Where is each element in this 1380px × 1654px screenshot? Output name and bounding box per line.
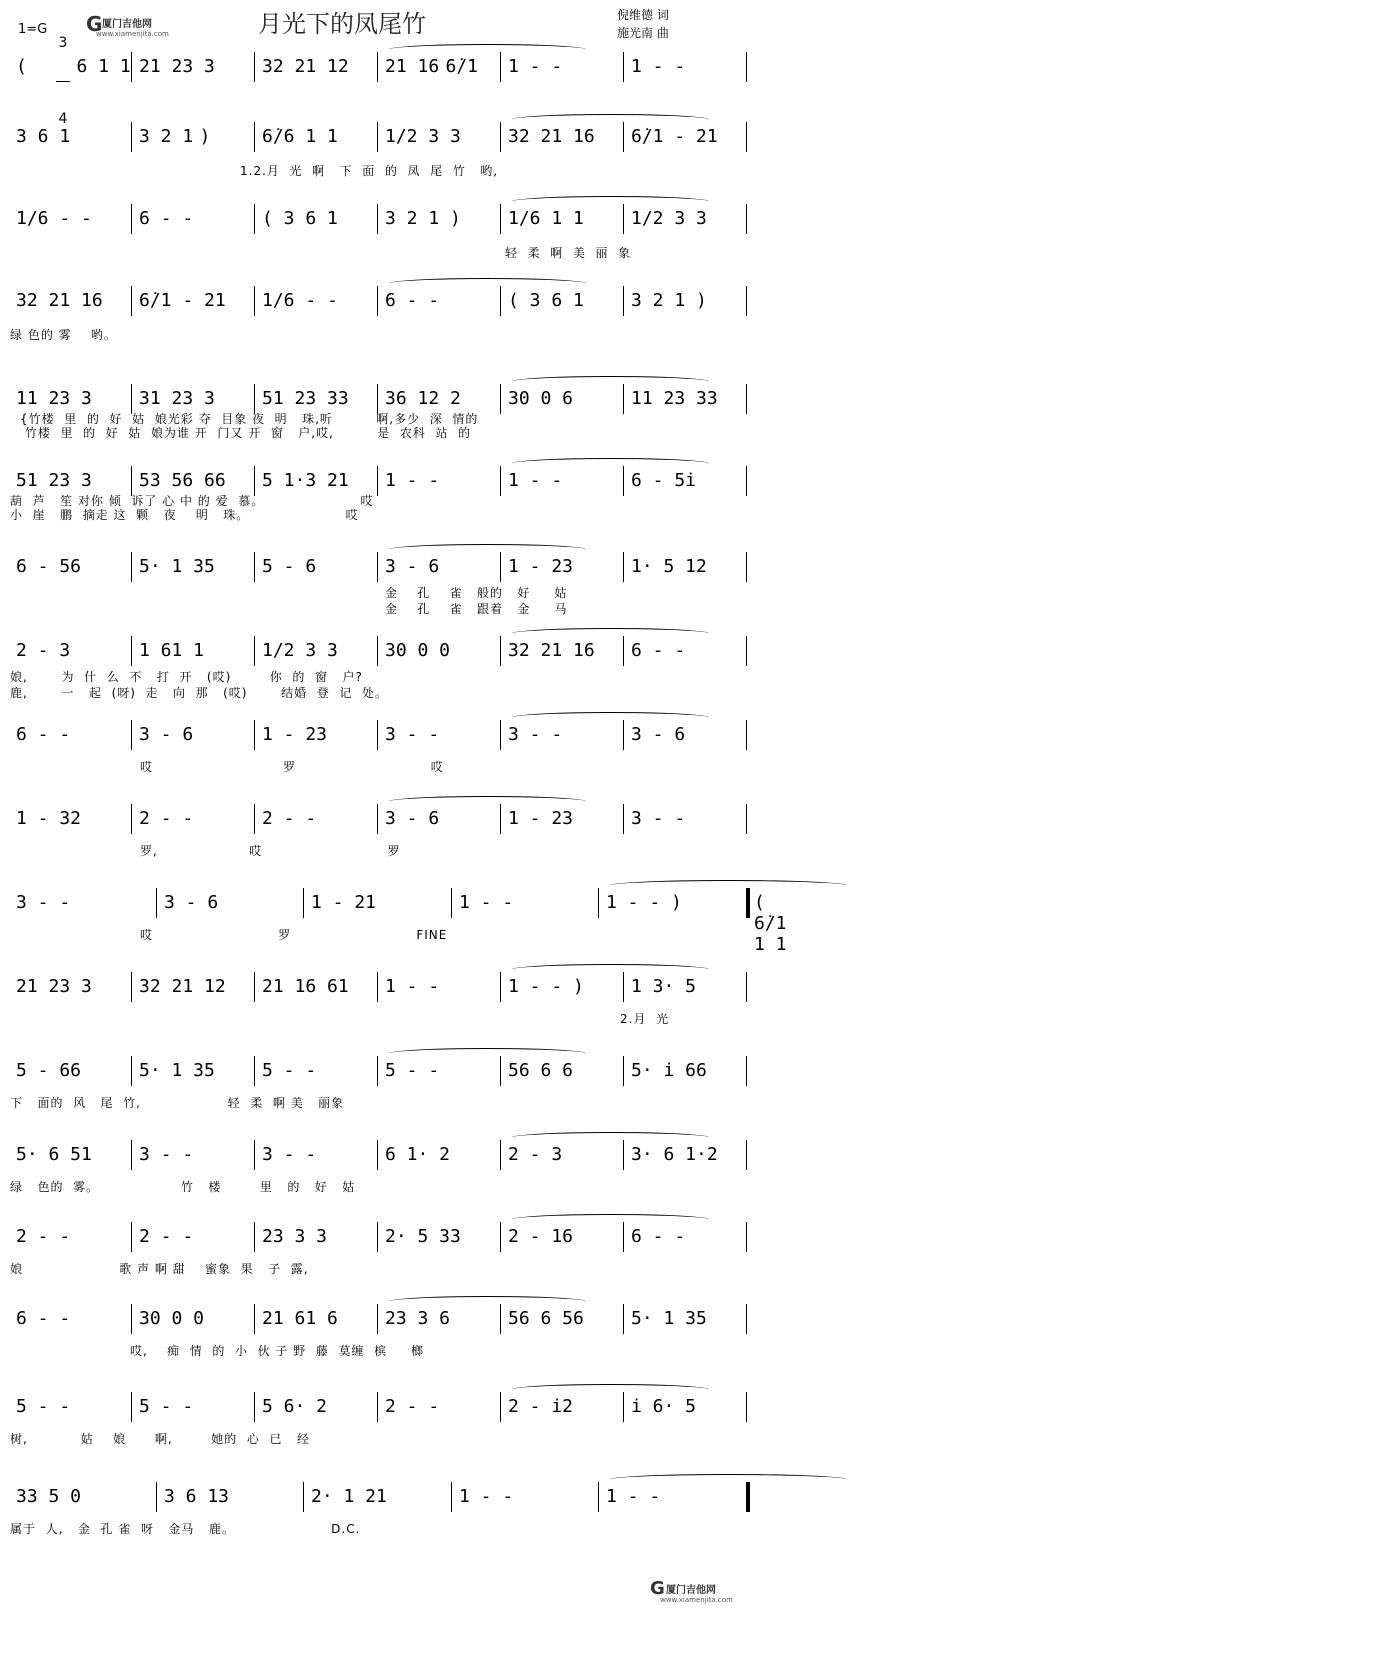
note-group: 30 0 6 bbox=[508, 388, 574, 409]
barline bbox=[131, 286, 132, 316]
note-group: 1 61 1 bbox=[139, 640, 205, 661]
note-group: 51 23 33 bbox=[262, 388, 349, 409]
note-group: 1 - 23 bbox=[508, 556, 574, 577]
note-group: 2· 5 33 bbox=[385, 1226, 461, 1247]
barline bbox=[623, 972, 624, 1002]
note-group: 2 - 3 bbox=[508, 1144, 563, 1165]
note-group: 11 23 3 bbox=[16, 388, 92, 409]
note-group: 3 - - bbox=[262, 1144, 317, 1165]
note-group: 1/6 - - bbox=[262, 290, 338, 311]
note-group: 2 - - bbox=[139, 808, 194, 829]
lyric-line: 鹿, 一 起 (呀) 走 向 那 (哎) 结婚 登 记 处。 bbox=[10, 686, 389, 700]
barline bbox=[623, 1056, 624, 1086]
lyric-line: 1.2.月 光 啊 下 面 的 凤 尾 竹 哟, bbox=[240, 164, 499, 178]
slur-arc bbox=[512, 964, 709, 975]
note-group: 6 - - bbox=[385, 290, 440, 311]
barline bbox=[254, 1304, 255, 1334]
barline bbox=[131, 552, 132, 582]
note-group: 21 23 3 bbox=[139, 56, 215, 77]
notes-row bbox=[0, 1218, 760, 1254]
note-group: 3 - - bbox=[139, 1144, 194, 1165]
lyric-line: 罗, 哎 罗 bbox=[140, 844, 401, 858]
note-group: 1 - 23 bbox=[508, 808, 574, 829]
lyric-line: 竹楼 里 的 好 姑 娘为谁 开 门又 开 窗 户,哎, 是 农科 站 的 bbox=[20, 426, 472, 440]
barline bbox=[500, 804, 501, 834]
slur-arc bbox=[512, 114, 709, 125]
slur-arc bbox=[389, 796, 586, 807]
note-group: 6̇/1 - 21 bbox=[139, 290, 226, 311]
note-group: 3 - - bbox=[16, 892, 71, 913]
note-group: 23 3 3 bbox=[262, 1226, 328, 1247]
note-group: 5 - - bbox=[262, 1060, 317, 1081]
time-signature-top: 3 bbox=[58, 35, 68, 51]
lyric-line: 属于 人, 金 孔 雀 呀 金马 鹿。 D.C. bbox=[10, 1522, 361, 1536]
logo-text: 厦门吉他网 bbox=[102, 19, 152, 30]
note-group: 30 0 0 bbox=[385, 640, 451, 661]
barline bbox=[746, 636, 747, 666]
barline bbox=[623, 1392, 624, 1422]
barline bbox=[746, 972, 747, 1002]
note-group: 3· 6 1·2 bbox=[631, 1144, 718, 1165]
barline bbox=[254, 1222, 255, 1252]
note-group: 32 21 16 bbox=[508, 640, 595, 661]
barline bbox=[377, 804, 378, 834]
notation-system bbox=[0, 282, 760, 362]
note-group: 5 - - bbox=[385, 1060, 440, 1081]
barline bbox=[156, 888, 157, 918]
note-group: 1· 5 12 bbox=[631, 556, 707, 577]
barline bbox=[500, 972, 501, 1002]
barline bbox=[746, 122, 747, 152]
note-group: 6 - 5i bbox=[631, 470, 697, 491]
notes-row bbox=[0, 968, 760, 1004]
barline bbox=[131, 720, 132, 750]
barline bbox=[131, 52, 132, 82]
barline bbox=[500, 636, 501, 666]
note-group: 33 5 0 bbox=[16, 1486, 82, 1507]
note-group: 6 - - bbox=[16, 1308, 71, 1329]
note-group: 3 - - bbox=[508, 724, 563, 745]
note-group: 1 - 32 bbox=[16, 808, 82, 829]
note-group: 51 23 3 bbox=[16, 470, 92, 491]
barline bbox=[377, 972, 378, 1002]
notation-system bbox=[0, 462, 760, 542]
guitar-logo-icon: G bbox=[86, 12, 103, 36]
barline bbox=[377, 1056, 378, 1086]
note-group: 1 - - bbox=[508, 470, 563, 491]
barline bbox=[598, 888, 599, 918]
note-group: 2· 1 21 bbox=[311, 1486, 387, 1507]
lyric-line: 娘, 为 什 么 不 打 开 (哎) 你 的 窗 户? bbox=[10, 670, 363, 684]
note-group: 6 - - bbox=[16, 724, 71, 745]
notation-system bbox=[0, 1478, 760, 1558]
note-group: 5 - 6 bbox=[262, 556, 317, 577]
barline bbox=[131, 636, 132, 666]
notes-row bbox=[0, 1478, 760, 1514]
barline bbox=[746, 804, 747, 834]
note-group: 5 - 66 bbox=[16, 1060, 82, 1081]
barline bbox=[746, 720, 747, 750]
barline bbox=[623, 52, 624, 82]
lyric-line: 2.月 光 bbox=[620, 1012, 670, 1026]
notation-system bbox=[0, 1388, 760, 1468]
watermark-text: 厦门吉他网 bbox=[666, 1585, 716, 1596]
note-group: 3 - 6 bbox=[631, 724, 686, 745]
barline bbox=[623, 552, 624, 582]
note-group: 3 2 1 bbox=[139, 126, 194, 147]
barline bbox=[303, 888, 304, 918]
barline bbox=[254, 52, 255, 82]
barline bbox=[500, 286, 501, 316]
lyric-line: 小 崖 鹏 摘走 这 颗 夜 明 珠。 哎 bbox=[10, 508, 359, 522]
barline bbox=[377, 52, 378, 82]
lyric-line: 哎 罗 FINE bbox=[140, 928, 448, 942]
barline bbox=[377, 286, 378, 316]
barline bbox=[254, 1392, 255, 1422]
barline bbox=[131, 1056, 132, 1086]
note-group: 5 6· 2 bbox=[262, 1396, 328, 1417]
note-group: 11 23 33 bbox=[631, 388, 718, 409]
barline bbox=[746, 1222, 747, 1252]
slur-arc bbox=[610, 880, 846, 891]
notes-row bbox=[0, 1300, 760, 1336]
lyric-line: 哎 罗 哎 bbox=[140, 760, 444, 774]
barline bbox=[500, 552, 501, 582]
barline bbox=[131, 1140, 132, 1170]
barline bbox=[377, 1140, 378, 1170]
note-group: 6̇/1 bbox=[445, 56, 479, 77]
notation-system bbox=[0, 632, 760, 712]
barline bbox=[254, 1056, 255, 1086]
note-group: 3 6 1 bbox=[16, 126, 71, 147]
notes-row bbox=[0, 632, 760, 668]
note-group: 2 - - bbox=[139, 1226, 194, 1247]
note-group: 32 21 12 bbox=[139, 976, 226, 997]
notes-row bbox=[0, 716, 760, 752]
note-group: ( 3 6 1 bbox=[262, 208, 338, 229]
note-group: 1 - - bbox=[606, 1486, 661, 1507]
note-group: 3 6 13 bbox=[164, 1486, 230, 1507]
note-group: 1 - 21 bbox=[311, 892, 377, 913]
note-group: 21 61 6 bbox=[262, 1308, 338, 1329]
notation-system bbox=[0, 884, 787, 964]
barline bbox=[451, 1482, 452, 1512]
barline bbox=[131, 1304, 132, 1334]
notes-row bbox=[0, 1388, 760, 1424]
note-group: 1/2 3 3 bbox=[262, 640, 338, 661]
barline bbox=[598, 1482, 599, 1512]
barline bbox=[377, 1392, 378, 1422]
barline bbox=[500, 1222, 501, 1252]
lyric-line: 哎, 痴 情 的 小 伙 子 野 藤 莫缠 槟 榔 bbox=[130, 1344, 425, 1358]
note-group: 30 0 0 bbox=[139, 1308, 205, 1329]
barline bbox=[500, 122, 501, 152]
note-group: 2 - - bbox=[16, 1226, 71, 1247]
notes-row bbox=[0, 1136, 760, 1172]
note-group: 32 21 12 bbox=[262, 56, 349, 77]
slur-arc bbox=[512, 1384, 709, 1395]
notes-row bbox=[0, 282, 760, 318]
barline bbox=[254, 122, 255, 152]
note-group: 56 6 56 bbox=[508, 1308, 584, 1329]
note-group: 5· 1 35 bbox=[631, 1308, 707, 1329]
note-group: 6̇/1 - 21 bbox=[631, 126, 718, 147]
note-group: 6̇/6 1 1 bbox=[262, 126, 338, 147]
notation-system bbox=[0, 800, 760, 880]
slur-arc bbox=[389, 44, 586, 55]
note-group: 3 - - bbox=[631, 808, 686, 829]
barline bbox=[623, 1304, 624, 1334]
barline bbox=[377, 204, 378, 234]
lyric-line: 金 孔 雀 跟着 金 马 bbox=[385, 602, 568, 616]
note-group: 3 - 6 bbox=[164, 892, 219, 913]
barline bbox=[746, 52, 747, 82]
barline bbox=[451, 888, 452, 918]
barline bbox=[377, 636, 378, 666]
slur-arc bbox=[389, 544, 586, 555]
note-group: 21 16 61 bbox=[262, 976, 349, 997]
note-group: 6 - - bbox=[631, 640, 686, 661]
barline bbox=[746, 552, 747, 582]
note-group: 5 - - bbox=[139, 1396, 194, 1417]
note-group: 1 - - bbox=[385, 470, 440, 491]
composer-credit: 施光南 曲 bbox=[617, 26, 669, 40]
barline bbox=[500, 1392, 501, 1422]
note-group: 1 - - ) bbox=[508, 976, 584, 997]
note-group: 2 - 16 bbox=[508, 1226, 574, 1247]
lyric-line: 葫 芦 笙 对你 倾 诉了 心 中 的 爱 慕。 哎 bbox=[10, 494, 374, 508]
slur-arc bbox=[512, 196, 709, 207]
lyric-line: 轻 柔 啊 美 丽 象 bbox=[505, 246, 632, 260]
barline bbox=[377, 122, 378, 152]
notation-system bbox=[0, 200, 760, 280]
slur-arc bbox=[389, 1048, 586, 1059]
barline bbox=[131, 972, 132, 1002]
note-group: ( bbox=[16, 56, 27, 77]
note-group: 1 - 23 bbox=[262, 724, 328, 745]
barline bbox=[746, 286, 747, 316]
note-group: 21 23 3 bbox=[16, 976, 92, 997]
barline bbox=[623, 1222, 624, 1252]
lyric-line: 下 面的 风 尾 竹, 轻 柔 啊 美 丽象 bbox=[10, 1096, 345, 1110]
note-group: 1 - - bbox=[508, 56, 563, 77]
song-title: 月光下的凤尾竹 bbox=[258, 10, 426, 38]
note-group: 3 - 6 bbox=[385, 808, 440, 829]
lyric-line: 金 孔 雀 般的 好 姑 bbox=[385, 586, 568, 600]
lyric-line: 树, 姑 娘 啊, 她的 心 已 经 bbox=[10, 1432, 310, 1446]
notation-system bbox=[0, 380, 760, 460]
note-group: 1 - - ) bbox=[606, 892, 682, 913]
note-group: 3 - - bbox=[385, 724, 440, 745]
notation-system bbox=[0, 968, 760, 1048]
barline bbox=[746, 1304, 747, 1334]
barline bbox=[623, 286, 624, 316]
barline bbox=[131, 1392, 132, 1422]
barline bbox=[500, 204, 501, 234]
note-group: 1/2 3 3 bbox=[385, 126, 461, 147]
barline bbox=[746, 1140, 747, 1170]
slur-arc bbox=[512, 712, 709, 723]
note-group: ( 3 6 1 bbox=[508, 290, 584, 311]
barline bbox=[377, 720, 378, 750]
notation-system bbox=[0, 118, 760, 198]
note-group: 1/6 1 1 bbox=[508, 208, 584, 229]
logo-url: www.xiamenjita.com bbox=[96, 30, 169, 38]
note-group: 1 3· 5 bbox=[631, 976, 697, 997]
note-group: 3 2 1 ) bbox=[631, 290, 707, 311]
slur-arc bbox=[389, 278, 586, 289]
barline bbox=[746, 1056, 747, 1086]
notes-row bbox=[0, 548, 760, 584]
note-group: 1/6 - - bbox=[16, 208, 92, 229]
barline bbox=[254, 636, 255, 666]
barline bbox=[623, 636, 624, 666]
barline bbox=[377, 552, 378, 582]
barline bbox=[623, 720, 624, 750]
note-group: 53 56 66 bbox=[139, 470, 226, 491]
notes-row bbox=[0, 48, 760, 84]
notation-system bbox=[0, 1300, 760, 1380]
note-group: 6 1 1 bbox=[76, 56, 131, 77]
note-group: 1 - - bbox=[631, 56, 686, 77]
barline bbox=[131, 204, 132, 234]
watermark-logo bbox=[650, 1578, 750, 1608]
notation-system bbox=[0, 716, 760, 796]
note-group: 2 - i2 bbox=[508, 1396, 574, 1417]
note-group: ) bbox=[199, 126, 211, 147]
barline bbox=[746, 204, 747, 234]
note-group: 5· i 66 bbox=[631, 1060, 707, 1081]
notation-system bbox=[0, 548, 760, 628]
note-group: 6 1· 2 bbox=[385, 1144, 451, 1165]
slur-arc bbox=[389, 1296, 586, 1307]
slur-arc bbox=[512, 628, 709, 639]
note-group: 5· 1 35 bbox=[139, 1060, 215, 1081]
slur-arc bbox=[512, 376, 709, 387]
slur-arc bbox=[512, 458, 709, 469]
note-group: 2 - 3 bbox=[16, 640, 71, 661]
note-group: 31 23 3 bbox=[139, 388, 215, 409]
barline bbox=[303, 1482, 304, 1512]
lyric-line: 娘 歌 声 啊 甜 蜜象 果 子 露, bbox=[10, 1262, 309, 1276]
note-group: 23 3 6 bbox=[385, 1308, 451, 1329]
notes-row bbox=[0, 1052, 760, 1088]
barline bbox=[377, 1304, 378, 1334]
barline bbox=[500, 1140, 501, 1170]
note-group: 3 2 1 ) bbox=[385, 208, 461, 229]
lyric-line: {竹楼 里 的 好 姑 娘光彩 夺 目象 夜 明 珠,听 啊,多少 深 情的 bbox=[20, 412, 479, 426]
barline bbox=[131, 122, 132, 152]
notation-system bbox=[0, 1052, 760, 1132]
note-group: 36 12 2 bbox=[385, 388, 461, 409]
barline bbox=[377, 1222, 378, 1252]
barline bbox=[500, 52, 501, 82]
note-group: 2 - - bbox=[385, 1396, 440, 1417]
note-group: 32 21 16 bbox=[16, 290, 103, 311]
note-group: 6 - 56 bbox=[16, 556, 82, 577]
barline bbox=[254, 720, 255, 750]
lyric-line: 绿 色的 雾 哟。 bbox=[10, 328, 117, 342]
note-group: 1 - - bbox=[459, 892, 514, 913]
watermark-url: www.xiamenjita.com bbox=[660, 1596, 733, 1604]
notes-row bbox=[0, 118, 760, 154]
note-group: 1/2 3 3 bbox=[631, 208, 707, 229]
notes-row bbox=[0, 800, 760, 836]
note-group: 2 - - bbox=[262, 808, 317, 829]
barline bbox=[254, 286, 255, 316]
notation-system bbox=[0, 1218, 760, 1298]
note-group: 6 - - bbox=[631, 1226, 686, 1247]
barline bbox=[254, 972, 255, 1002]
slur-arc bbox=[610, 1474, 846, 1485]
site-logo bbox=[86, 12, 170, 46]
barline bbox=[623, 122, 624, 152]
note-group: ( 6̇/1 1 1 bbox=[754, 892, 787, 955]
barline bbox=[254, 204, 255, 234]
barline bbox=[254, 552, 255, 582]
barline bbox=[131, 804, 132, 834]
note-group: i 6· 5 bbox=[631, 1396, 697, 1417]
barline bbox=[254, 1140, 255, 1170]
note-group: 3 - 6 bbox=[385, 556, 440, 577]
guitar-logo-icon: G bbox=[650, 1578, 665, 1599]
barline bbox=[500, 1056, 501, 1086]
barline bbox=[131, 1222, 132, 1252]
time-signature-bottom: 4 bbox=[58, 111, 68, 127]
key-signature: 1=G bbox=[18, 22, 48, 37]
barline bbox=[623, 804, 624, 834]
final-barline bbox=[746, 1482, 750, 1512]
lyricist-credit: 倪维德 词 bbox=[617, 8, 669, 22]
note-group: 5· 1 35 bbox=[139, 556, 215, 577]
note-group: 5 1·3 21 bbox=[262, 470, 349, 491]
note-group: 1 - - bbox=[385, 976, 440, 997]
note-group: 32 21 16 bbox=[508, 126, 595, 147]
note-group: 21 16 bbox=[385, 56, 440, 77]
note-group: 6 - - bbox=[139, 208, 194, 229]
note-group: 56 6 6 bbox=[508, 1060, 574, 1081]
barline bbox=[623, 1140, 624, 1170]
note-group: 3 - 6 bbox=[139, 724, 194, 745]
note-group: 1 - - bbox=[459, 1486, 514, 1507]
lyric-line: 绿 色的 雾。 竹 楼 里 的 好 姑 bbox=[10, 1180, 356, 1194]
notes-row bbox=[0, 200, 760, 236]
final-barline bbox=[746, 888, 750, 918]
note-group: 5· 6 51 bbox=[16, 1144, 92, 1165]
barline bbox=[156, 1482, 157, 1512]
slur-arc bbox=[512, 1132, 709, 1143]
barline bbox=[746, 1392, 747, 1422]
note-group: 5 - - bbox=[16, 1396, 71, 1417]
barline bbox=[254, 804, 255, 834]
notation-system bbox=[0, 1136, 760, 1216]
slur-arc bbox=[512, 1214, 709, 1225]
barline bbox=[500, 720, 501, 750]
barline bbox=[623, 204, 624, 234]
barline bbox=[500, 1304, 501, 1334]
